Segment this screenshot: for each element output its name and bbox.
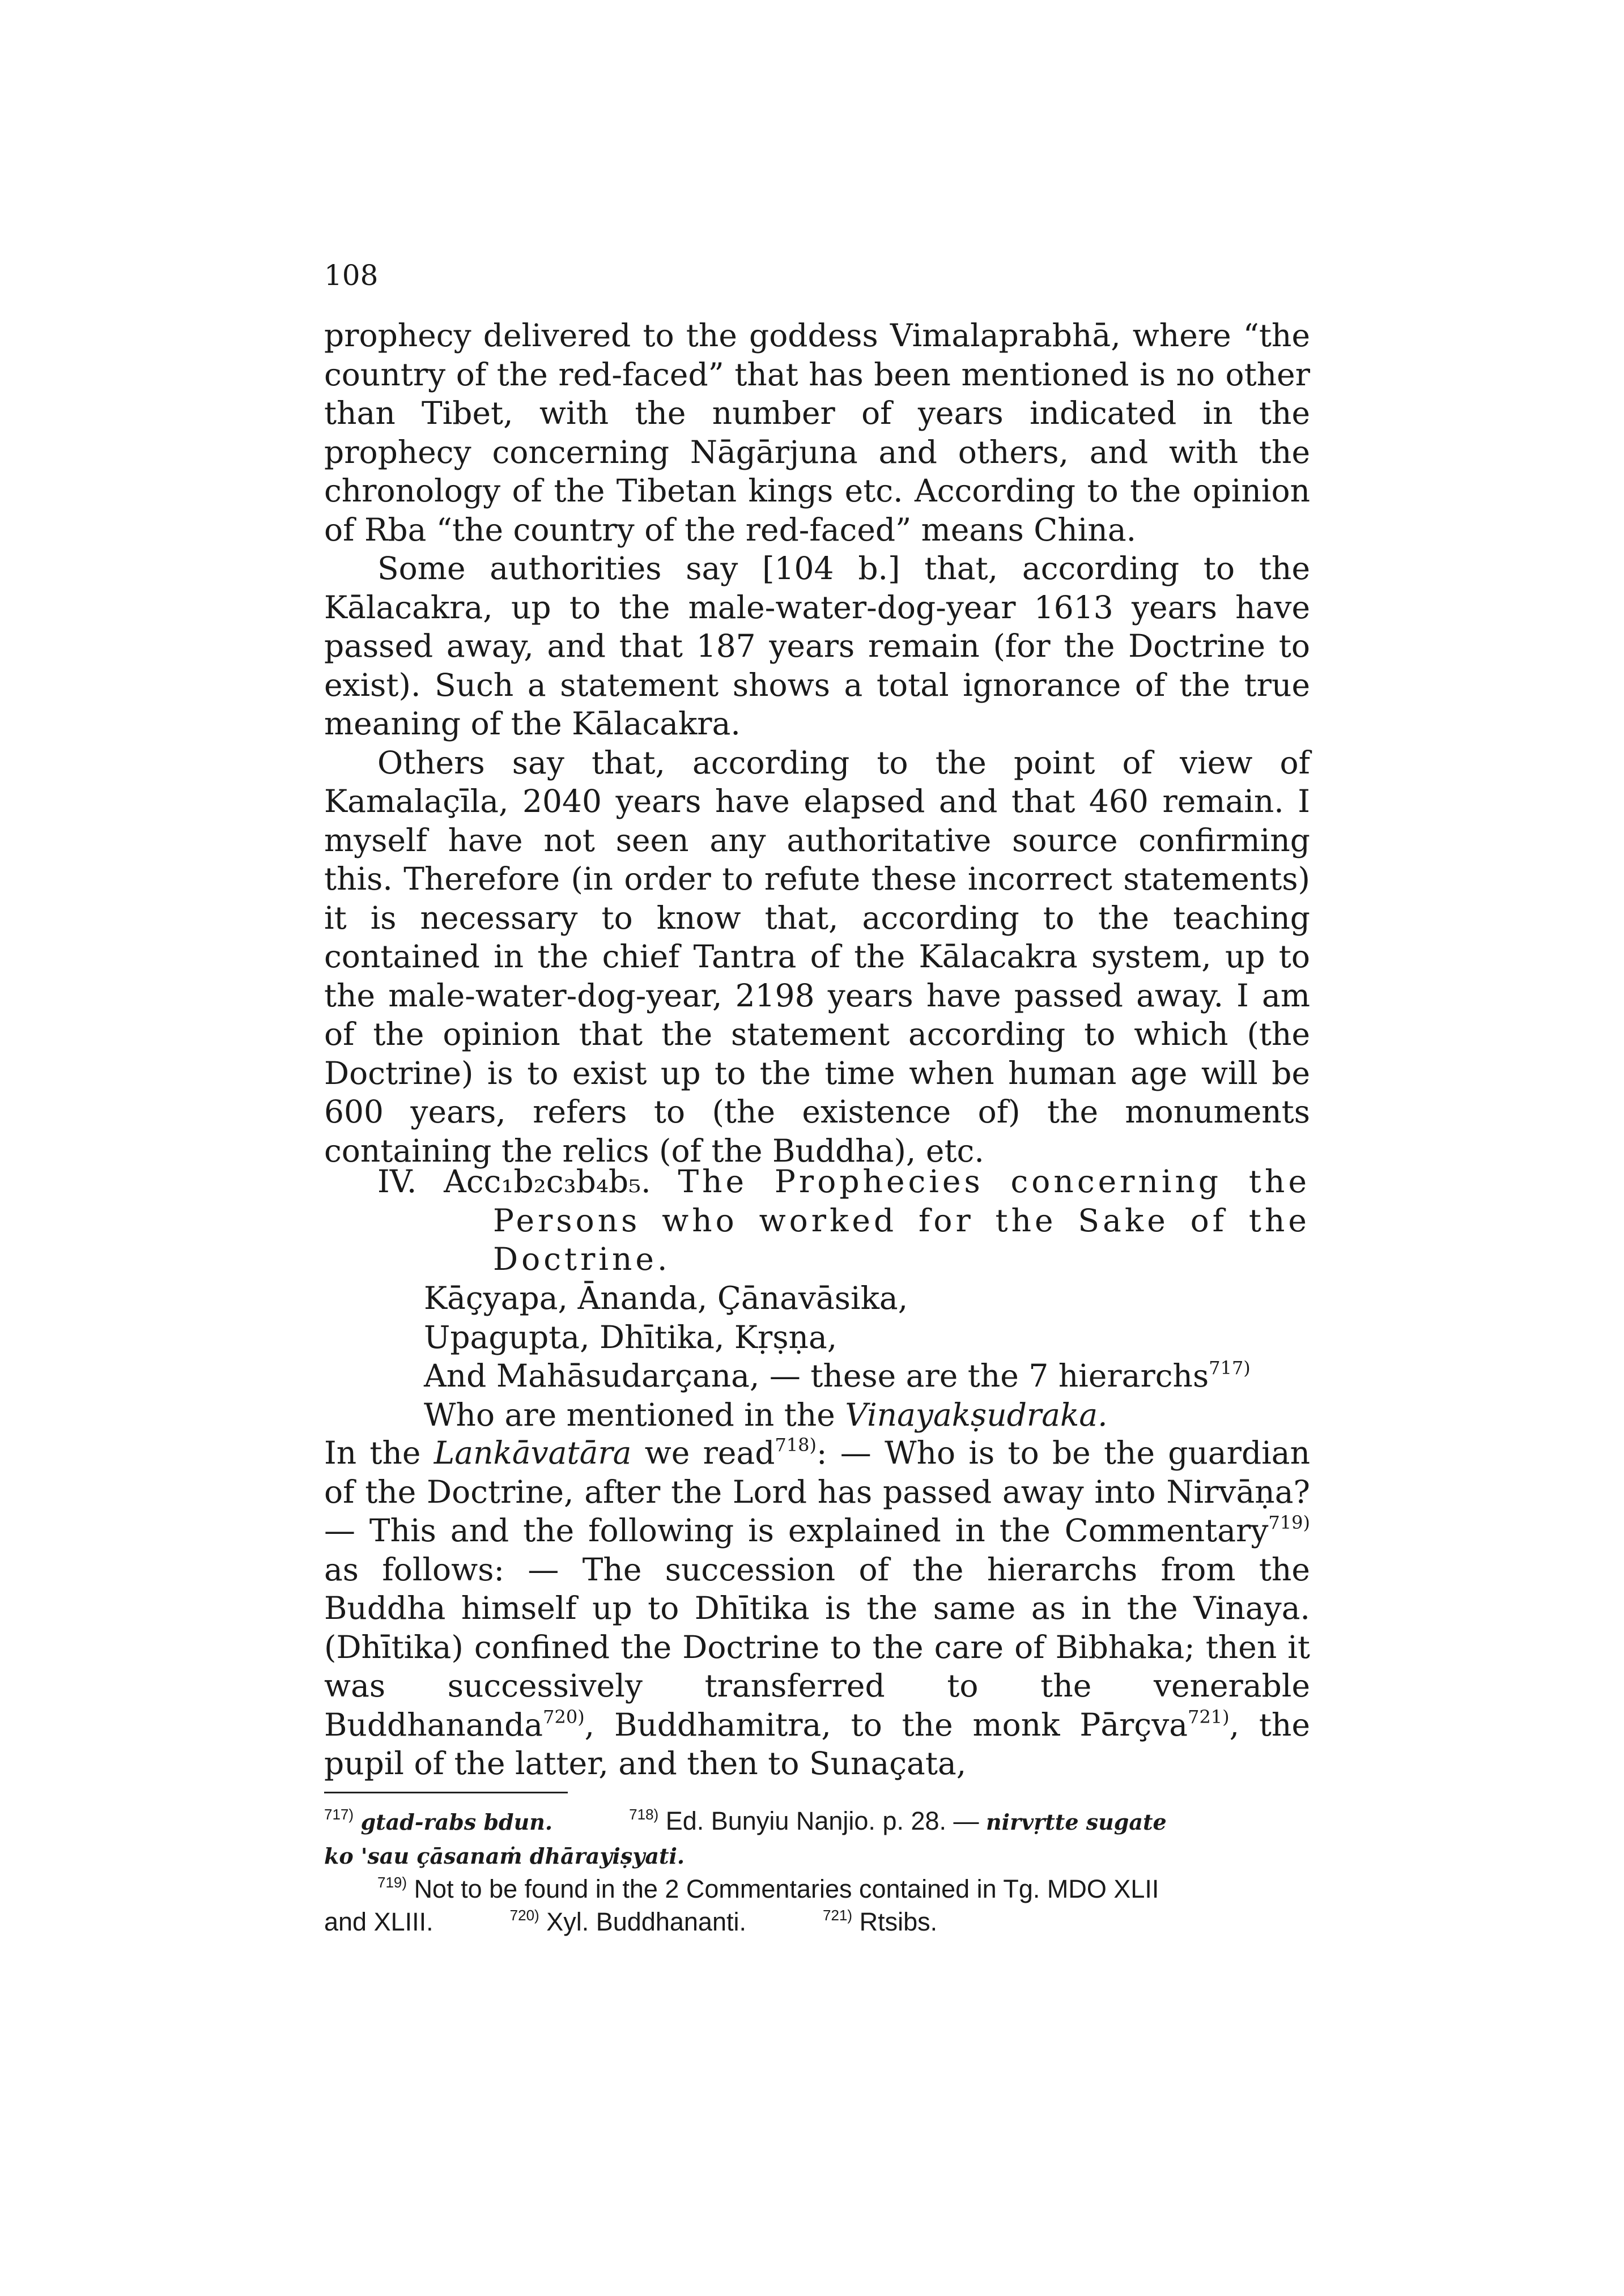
footnote-718-italic-cont: ko 'sau çāsanaṁ dhārayiṣyati. (324, 1843, 685, 1869)
section-title-word: Sake (1078, 1202, 1169, 1239)
section-title-word: concerning (1010, 1163, 1222, 1200)
footnote-number: 720) (509, 1907, 539, 1924)
section-title-word: Doctrine. (493, 1241, 671, 1277)
text-run: we read (631, 1435, 775, 1471)
footnote-ref-717[interactable]: 717) (1209, 1357, 1251, 1379)
section-heading-line-2 (377, 1201, 1310, 1240)
footnotes (324, 1805, 1310, 1938)
footnote-line-1 (324, 1805, 1310, 1839)
footnote-717-text: gtad-rabs bdun. (360, 1809, 553, 1835)
paragraph-prophecy: prophecy delivered to the goddess Vimalaprabhā, where “the country of the red-faced” that has been mentioned is no other than Tibet, with the number of years indicated in the prophecy concerning Nāgārjuna and others, and with the chronology of the Tibetan kings etc. According to the opinion of Rba “the country of the red-faced” means China. (324, 317, 1310, 548)
verse-line-3 (424, 1357, 1251, 1396)
verse (424, 1279, 1251, 1434)
work-title: Lankāvatāra (433, 1435, 632, 1471)
section-title-word: The (678, 1163, 748, 1200)
section-title-word: the (1248, 1163, 1310, 1200)
footnote-718-text: Ed. Bunyiu Nanjio. p. 28. — (665, 1806, 979, 1835)
text-run: In the (324, 1435, 434, 1471)
footnote-number: 717) (324, 1806, 354, 1823)
paragraph-authorities: Some authorities say [104 b.] that, according to the Kālacakra, up to the male-water-dog-year 1613 years have passed away, and that 187 years remain (for the Doctrine to exist). Such a statement shows a total ignorance of the true meaning of the Kālacakra. (324, 550, 1310, 742)
section-title-word: worked (759, 1202, 898, 1239)
section-title-word: Prophecies (774, 1163, 984, 1200)
footnote-ref-721[interactable]: 721) (1188, 1706, 1230, 1728)
verse-line-4 (424, 1396, 1251, 1435)
section-title-word: of (1190, 1202, 1228, 1239)
section-number: IV. (377, 1163, 417, 1200)
footnote-718-italic: nirvṛtte sugate (986, 1809, 1167, 1835)
section-title-word: who (662, 1202, 738, 1239)
verse-line-2: Upagupta, Dhītika, Kṛṣṇa, (424, 1319, 837, 1355)
footnote-line-2 (324, 1839, 1310, 1873)
continuation-paragraph (324, 1434, 1310, 1783)
verse-line-4-text: Who are mentioned in the (424, 1396, 845, 1433)
verse-line-1: Kāçyapa, Ānanda, Çānavāsika, (424, 1280, 908, 1316)
text-run: , the pupil of the latter, and then to Sunaçata, (324, 1706, 1310, 1781)
text-run: , Buddhamitra, to the monk Pārçva (584, 1706, 1188, 1743)
footnote-number: 718) (629, 1806, 659, 1823)
text-run: as follows: — The succession of the hierarchs from the Buddha himself up to Dhītika is the same as in the Vinaya. (Dhītika) confined the Doctrine to the care of Bibhaka; then it was successively transferred to the venerable Buddhananda (324, 1551, 1310, 1743)
section-heading (377, 1162, 1310, 1279)
section-title-word: for (918, 1202, 974, 1239)
section-title-word: the (995, 1202, 1057, 1239)
footnote-719-text-cont: and XLIII. (324, 1907, 433, 1936)
verse-line-3-text: And Mahāsudarçana, — these are the 7 hierarchs (424, 1358, 1209, 1394)
footnote-721-text: Rtsibs. (859, 1907, 938, 1936)
text-run: : — Who is to be the guardian of the Doctrine, after the Lord has passed away into Nirvāṇa? — This and the following is explained in the Commentary (324, 1435, 1311, 1549)
main-text (324, 316, 1310, 1170)
page-number: 108 (324, 259, 379, 292)
footnote-ref-719[interactable]: 719) (1268, 1512, 1310, 1533)
section-code: Acc₁b₂c₃b₄b₅. (444, 1163, 651, 1200)
paragraph-lankavatara (324, 1434, 1310, 1783)
footnote-719-text: Not to be found in the 2 Commentaries contained in Tg. MDO XLII (414, 1874, 1159, 1903)
section-heading-line-1 (377, 1162, 1310, 1201)
footnote-720-text: Xyl. Buddhananti. (546, 1907, 746, 1936)
section-title-word: the (1248, 1202, 1310, 1239)
section-title-word: Persons (493, 1202, 641, 1239)
footnote-ref-720[interactable]: 720) (543, 1706, 585, 1728)
footnote-number: 719) (377, 1874, 407, 1891)
footnote-line-3 (324, 1873, 1310, 1906)
footnote-divider (324, 1792, 568, 1793)
paragraph-others: Others say that, according to the point of view of Kamalaçīla, 2040 years have elapsed and that 460 remain. I myself have not seen any authoritative source confirming this. Therefore (in order to refute these incorrect statements) it is necessary to know that, according to the teaching contained in the chief Tantra of the Kālacakra system, up to the male-water-dog-year, 2198 years have passed away. I am of the opinion that the statement according to which (the Doctrine) is to exist up to the time when human age will be 600 years, refers to (the existence of) the monuments containing the relics (of the Buddha), etc. (324, 744, 1310, 1169)
verse-title: Vinayakṣudraka. (845, 1396, 1108, 1433)
footnote-line-4 (324, 1906, 1310, 1938)
section-heading-line-3 (377, 1240, 1310, 1279)
footnote-ref-718[interactable]: 718) (775, 1434, 817, 1456)
footnote-number: 721) (823, 1907, 853, 1924)
